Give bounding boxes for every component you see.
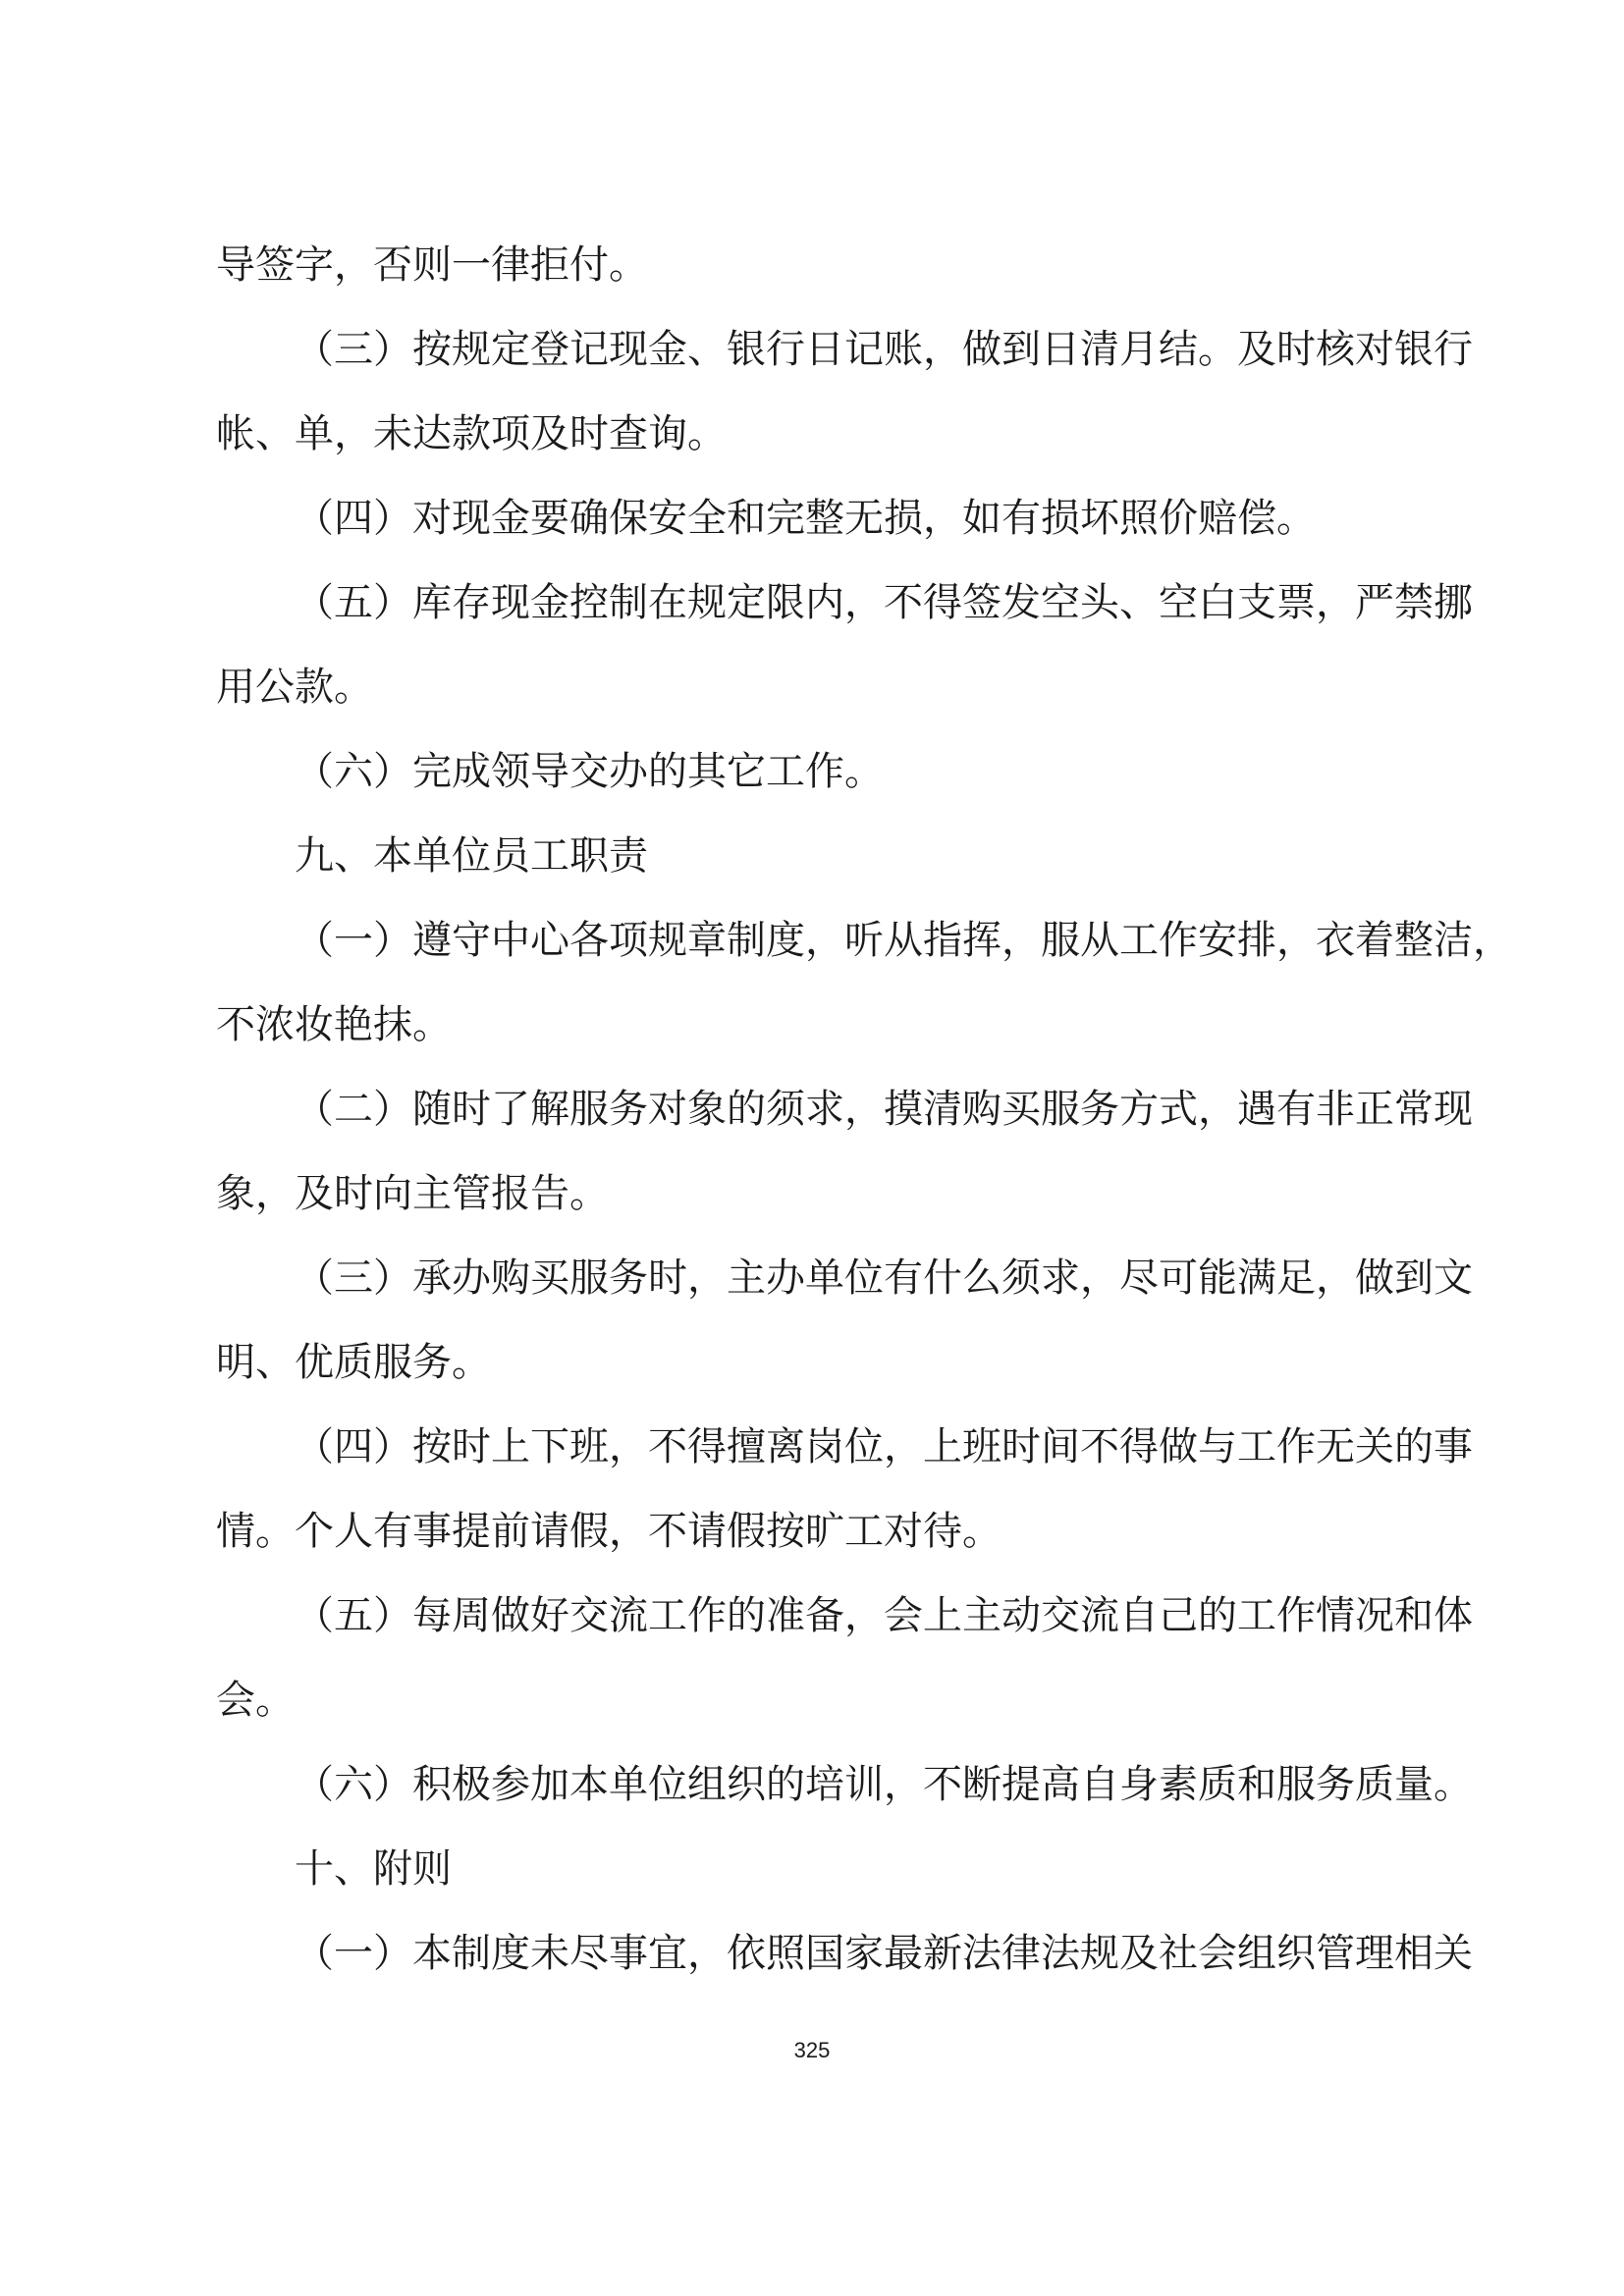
text-line: （一）遵守中心各项规章制度，听从指挥，服从工作安排，衣着整洁，: [295, 918, 1512, 963]
text-line: 会。: [216, 1678, 295, 1723]
text-line: （四）按时上下班，不得擅离岗位，上班时间不得做与工作无关的事: [295, 1424, 1473, 1469]
text-line: 帐、单，未达款项及时查询。: [216, 411, 727, 456]
text-line: （六）完成领导交办的其它工作。: [295, 749, 884, 794]
section-heading: 九、本单位员工职责: [295, 833, 648, 879]
text-line: 明、优质服务。: [216, 1340, 491, 1385]
text-line: （五）库存现金控制在规定限内，不得签发空头、空白支票，严禁挪: [295, 580, 1473, 625]
text-line: 导签字，否则一律拒付。: [216, 242, 648, 288]
text-line: （六）积极参加本单位组织的培训，不断提高自身素质和服务质量。: [295, 1762, 1473, 1807]
text-line: （三）按规定登记现金、银行日记账，做到日清月结。及时核对银行: [295, 327, 1473, 372]
text-line: 不浓妆艳抹。: [216, 1002, 452, 1047]
page-number: 325: [793, 2038, 831, 2062]
text-line: （二）随时了解服务对象的须求，摸清购买服务方式，遇有非正常现: [295, 1087, 1473, 1132]
text-line: （一）本制度未尽事宜，依照国家最新法律法规及社会组织管理相关: [295, 1931, 1473, 1976]
text-line: （四）对现金要确保安全和完整无损，如有损坏照价赔偿。: [295, 496, 1316, 541]
section-heading: 十、附则: [295, 1846, 452, 1892]
text-line: 象，及时向主管报告。: [216, 1171, 609, 1216]
text-line: 情。个人有事提前请假，不请假按旷工对待。: [216, 1509, 1001, 1554]
text-line: 用公款。: [216, 665, 373, 710]
text-line: （三）承办购买服务时，主办单位有什么须求，尽可能满足，做到文: [295, 1255, 1473, 1301]
text-line: （五）每周做好交流工作的准备，会上主动交流自己的工作情况和体: [295, 1593, 1473, 1638]
